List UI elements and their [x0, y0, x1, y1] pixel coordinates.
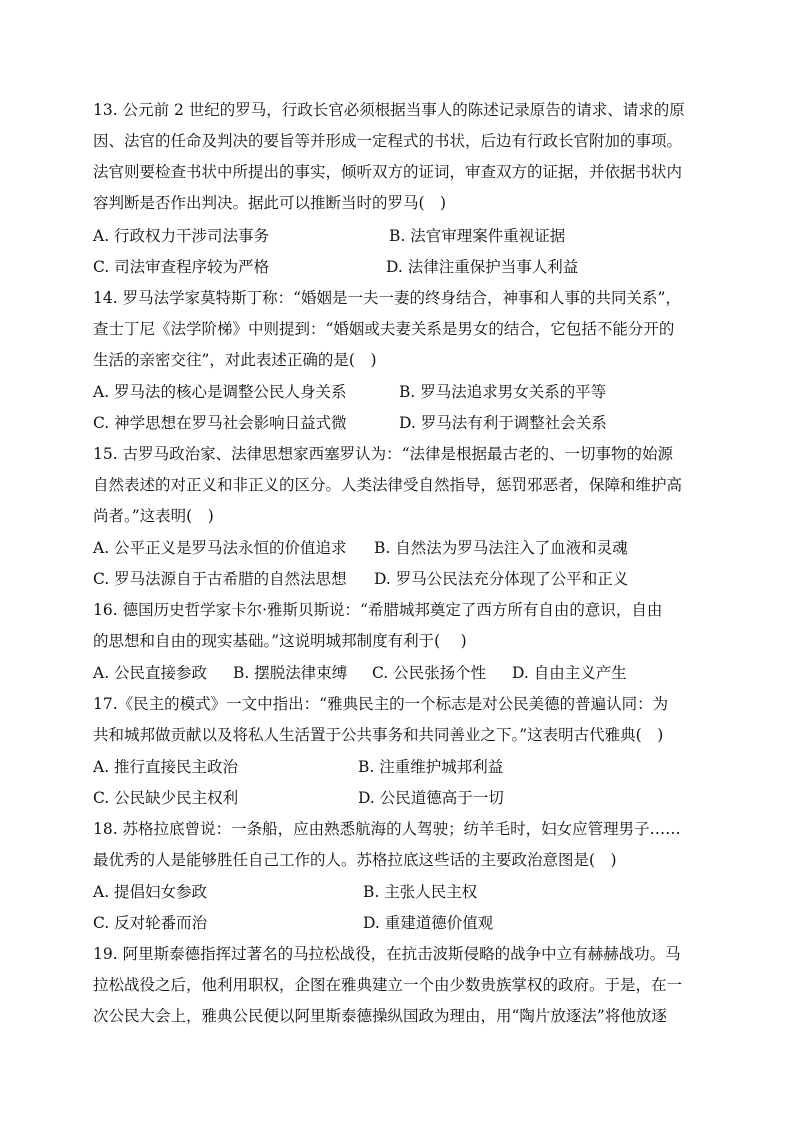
q14-option-a: A. 罗马法的核心是调整公民人身关系: [93, 383, 347, 401]
q16-option-b: B. 摆脱法律束缚: [233, 664, 348, 682]
q14-option-b: B. 罗马法追求男女关系的平等: [399, 383, 607, 401]
q19-stem-line-1: 19. 阿里斯泰德指挥过著名的马拉松战役，在抗击波斯侵略的战争中立有赫赫战功。马: [93, 945, 681, 963]
q14-stem-line-3: 生活的亲密交往”，对此表述正确的是( ): [93, 351, 377, 369]
q18-option-a: A. 提倡妇女参政: [93, 883, 208, 901]
q15-option-d: D. 罗马公民法充分体现了公平和正义: [374, 570, 629, 588]
q14-stem-line-2: 查士丁尼《法学阶梯》中则提到：“婚姻或夫妻关系是男女的结合，它包括不能分开的: [93, 320, 675, 338]
q16-option-a: A. 公民直接参政: [93, 664, 208, 682]
q16-option-c: C. 公民张扬个性: [372, 664, 487, 682]
q15-option-b: B. 自然法为罗马法注入了血液和灵魂: [374, 539, 628, 557]
q13-stem-line-3: 法官则要检查书状中所提出的事实，倾听双方的证词，审查双方的证据，并依据书状内: [93, 163, 683, 181]
q15-stem-line-2: 自然表述的对正义和非正义的区分。人类法律受自然指导，惩罚邪恶者，保障和维护高: [93, 476, 683, 494]
q17-option-c: C. 公民缺少民主权利: [93, 789, 239, 807]
q18-option-b: B. 主张人民主权: [363, 883, 478, 901]
q19-stem-line-2: 拉松战役之后，他利用职权，企图在雅典建立一个由少数贵族掌权的政府。于是，在一: [93, 976, 683, 994]
q18-stem-line-2: 最优秀的人是能够胜任自己工作的人。苏格拉底这些话的主要政治意图是( ): [93, 851, 617, 869]
q17-option-b: B. 注重维护城邦利益: [358, 758, 504, 776]
q13-stem-line-1: 13. 公元前 2 世纪的罗马，行政长官必须根据当事人的陈述记录原告的请求、请求的原: [93, 101, 685, 119]
q13-option-b: B. 法官审理案件重视证据: [389, 227, 566, 245]
q15-stem-line-1: 15. 古罗马政治家、法律思想家西塞罗认为：“法律是根据最古老的、一切事物的始源: [93, 445, 674, 463]
q18-stem-line-1: 18. 苏格拉底曾说：一条船，应由熟悉航海的人驾驶；纺羊毛时，妇女应管理男子……: [93, 820, 681, 838]
q13-stem-line-4: 容判断是否作出判决。据此可以推断当时的罗马( ): [93, 194, 447, 212]
q17-stem-line-2: 共和城邦做贡献以及将私人生活置于公共事务和共同善业之下。”这表明古代雅典( ): [93, 726, 664, 744]
q13-option-a: A. 行政权力干涉司法事务: [93, 227, 270, 245]
q16-stem-line-2: 的思想和自由的现实基础。”这说明城邦制度有利于( ): [93, 632, 467, 650]
q13-option-d: D. 法律注重保护当事人利益: [386, 258, 579, 276]
q15-option-c: C. 罗马法源自于古希腊的自然法思想: [93, 570, 347, 588]
q16-stem-line-1: 16. 德国历史哲学家卡尔·雅斯贝斯说：“希腊城邦奠定了西方所有自由的意识，自由: [93, 601, 663, 619]
q17-option-a: A. 推行直接民主政治: [93, 758, 239, 776]
q13-option-c: C. 司法审查程序较为严格: [93, 258, 270, 276]
q15-option-a: A. 公平正义是罗马法永恒的价值追求: [93, 539, 347, 557]
q15-stem-line-3: 尚者。”这表明( ): [93, 507, 214, 525]
q18-option-d: D. 重建道德价值观: [363, 914, 494, 932]
q16-option-d: D. 自由主义产生: [512, 664, 627, 682]
q14-option-d: D. 罗马法有利于调整社会关系: [399, 414, 607, 432]
q13-stem-line-2: 因、法官的任命及判决的要旨等并形成一定程式的书状，后边有行政长官附加的事项。: [93, 132, 683, 150]
q19-stem-line-3: 次公民大会上，雅典公民便以阿里斯泰德操纵国政为理由，用“陶片放逐法”将他放逐: [93, 1007, 667, 1025]
q17-option-d: D. 公民道德高于一切: [358, 789, 504, 807]
q14-option-c: C. 神学思想在罗马社会影响日益式微: [93, 414, 347, 432]
q17-stem-line-1: 17.《民主的模式》一文中指出：“雅典民主的一个标志是对公民美德的普遍认同：为: [93, 695, 669, 713]
q18-option-c: C. 反对轮番而治: [93, 914, 208, 932]
q14-stem-line-1: 14. 罗马法学家莫特斯丁称：“婚姻是一夫一妻的终身结合，神事和人事的共同关系”，: [93, 289, 681, 307]
